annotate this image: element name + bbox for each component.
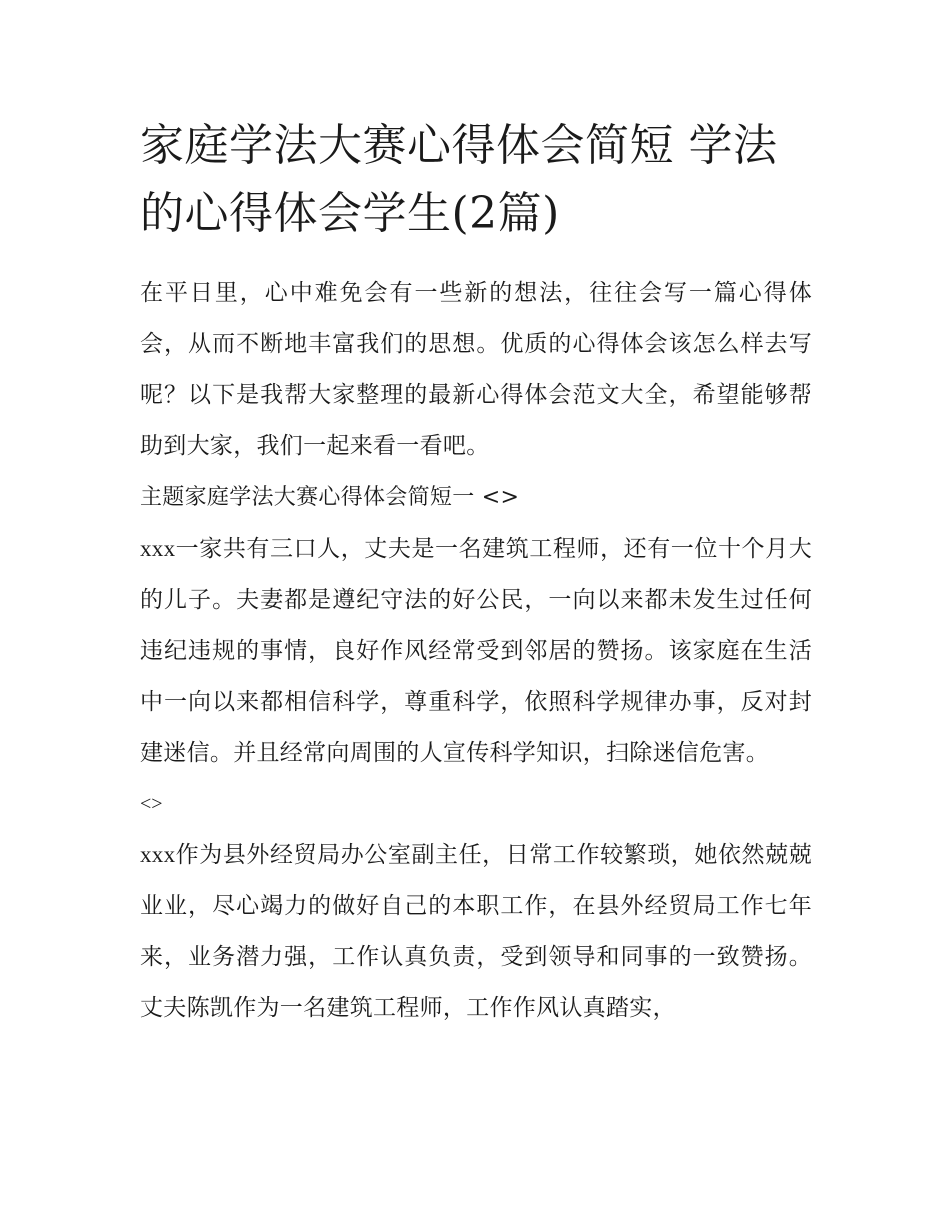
paragraph-1-text: 一家共有三口人，丈夫是一名建筑工程师，还有一位十个月大的儿子。夫妻都是遵纪守法的好公民，一向以来都未发生过任何违纪违规的事情，良好作风经常受到邻居的赞扬。该家庭在生活中一向以来都相信科学，尊重科学，依照科学规律办事，反对封建迷信。并且经常向周围的人宣传科学知识，扫除迷信危害。 <box>140 536 812 766</box>
section-heading: 主题家庭学法大赛心得体会简短一 <> <box>140 485 520 510</box>
document-body <box>140 112 812 1034</box>
paragraph-1-name: xxx <box>140 536 176 561</box>
paragraph-2 <box>140 829 812 1034</box>
paragraph-1 <box>140 523 812 779</box>
intro-paragraph: 在平日里，心中难免会有一些新的想法，往往会写一篇心得体会，从而不断地丰富我们的思想。优质的心得体会该怎么样去写呢？以下是我帮大家整理的最新心得体会范文大全，希望能够帮助到大家，我们一起来看一看吧。 <box>140 280 812 459</box>
paragraph-2-text: 作为县外经贸局办公室副主任，日常工作较繁琐，她依然兢兢业业，尽心竭力的做好自己的本职工作，在县外经贸局工作七年来，业务潜力强，工作认真负责，受到领导和同事的一致赞扬。丈夫陈凯作为一名建筑工程师，工作作风认真踏实， <box>140 842 812 1021</box>
section-marker: <> <box>140 793 163 815</box>
document-title: 家庭学法大赛心得体会简短 学法的心得体会学生(2篇) <box>140 120 778 239</box>
paragraph-2-name: xxx <box>140 842 176 867</box>
